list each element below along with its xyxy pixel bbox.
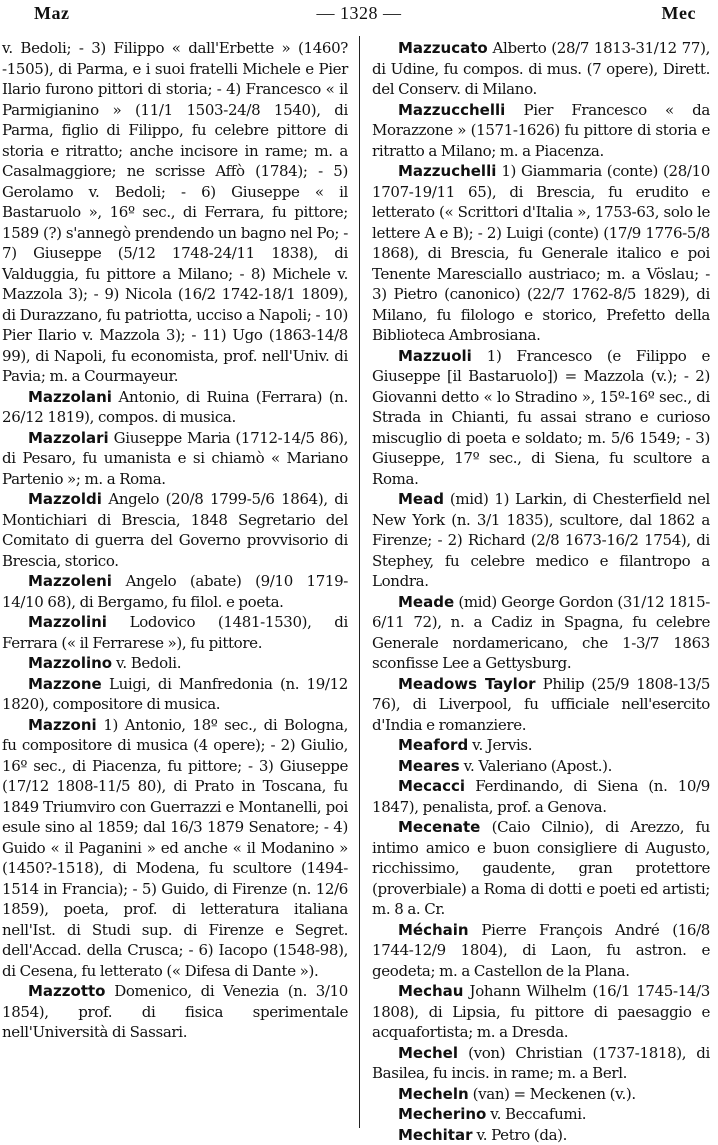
dictionary-entry	[372, 38, 710, 100]
dictionary-entry	[372, 1104, 710, 1125]
dictionary-entry	[2, 571, 348, 612]
dictionary-entry	[2, 38, 348, 387]
entry-text: (mid) 1) Larkin, di Chesterfield nel New York (n. 3/1 1835), scultore, dal 1862 a Firenze; - 2) Richard (2/8 1673-16/2 1754), di Stephey, fu celebre medico e filantropo a Londra.	[372, 490, 710, 590]
entry-text: 1) Francesco (e Filippo e Giuseppe [il Bastaruolo]) = Mazzola (v.); - 2) Giovanni detto « lo Stradino », 15º-16º sec., di Strada in Chianti, fu assai strano e curioso miscuglio di poeta e soldato; m. 5/6 1549; - 3) Giuseppe, 17º sec., di Siena, fu scultore a Roma.	[372, 347, 710, 488]
dictionary-entry	[372, 592, 710, 674]
entry-headword: Mecacci	[398, 777, 465, 795]
entry-text: Ferdinando, di Siena (n. 10/9 1847), penalista, prof. a Genova.	[372, 777, 710, 816]
dictionary-entry	[372, 920, 710, 982]
entry-text: Antonio, di Ruina (Ferrara) (n. 26/12 1819), compos. di musica.	[2, 388, 348, 427]
entry-text: 1) Antonio, 18º sec., di Bologna, fu compositore di musica (4 opere); - 2) Giulio, 16º sec., di Piacenza, fu pittore; - 3) Giuseppe (17/12 1808-11/5 80), di Prato in Toscana, fu 1849 Triumviro con Guerrazzi e Montanelli, poi esule sino al 1859; dal 16/3 1879 Senatore; - 4) Guido « il Paganini » ed anche « il Modanino » (1450?-1518), di Modena, fu scultore (1494-1514 in Francia); - 5) Guido, di Firenze (n. 12/6 1859), poeta, prof. di letteratura italiana nell'Ist. di Studi sup. di Firenze e Segret. dell'Accad. della Crusca; - 6) Iacopo (1548-98), di Cesena, fu letterato (« Difesa di Dante »).	[2, 716, 348, 980]
entry-headword: Mazzone	[28, 675, 102, 693]
entry-headword: Mazzuchelli	[398, 162, 496, 180]
entry-text: Giuseppe Maria (1712-14/5 86), di Pesaro, fu umanista e si chiamò « Mariano Partenio »; m. a Roma.	[2, 429, 348, 488]
entry-text: v. Beccafumi.	[490, 1105, 586, 1123]
entry-text: Angelo (abate) (9/10 1719-14/10 68), di Bergamo, fu filol. e poeta.	[2, 572, 348, 611]
dictionary-entry	[372, 981, 710, 1043]
dictionary-entry	[372, 346, 710, 490]
dictionary-entry	[372, 1043, 710, 1084]
dictionary-entry	[2, 489, 348, 571]
dictionary-entry	[372, 1084, 710, 1105]
entry-headword: Mecenate	[398, 818, 480, 836]
entry-headword: Mecheln	[398, 1085, 469, 1103]
entry-headword: Meade	[398, 593, 454, 611]
entry-headword: Mazzolini	[28, 613, 107, 631]
entry-text: v. Jervis.	[472, 736, 532, 754]
entry-text: Johann Wilhelm (16/1 1745-14/3 1808), di Lipsia, fu pittore di paesaggio e acquafortista; m. a Dresda.	[372, 982, 710, 1041]
entry-text: Pier Francesco « da Morazzone » (1571-1626) fu pittore di storia e ritratto a Milano; m. a Piacenza.	[372, 101, 710, 160]
page-header	[0, 0, 718, 26]
entry-headword: Méchain	[398, 921, 469, 939]
entry-text: v. Bedoli; - 3) Filippo « dall'Erbette » (1460?-1505), di Parma, e i suoi fratelli Michele e Pier Ilario furono pittori di storia; - 4) Francesco « il Parmigianino » (11/1 1503-24/8 1540), di Parma, figlio di Filippo, fu celebre pittore di storia e ritratto; anche incisore in rame; m. a Casalmaggiore; ne scrisse Affò (1784); - 5) Gerolamo v. Bedoli; - 6) Giuseppe « il Bastaruolo », 16º sec., di Ferrara, fu pittore; 1589 (?) s'annegò prendendo un bagno nel Po; - 7) Giuseppe (5/12 1748-24/11 1838), di Valduggia, fu pittore a Milano; - 8) Michele v. Mazzola 3); - 9) Nicola (16/2 1742-18/1 1809), di Durazzano, fu patriotta, ucciso a Napoli; - 10) Pier Ilario v. Mazzola 3); - 11) Ugo (1863-14/8 99), di Napoli, fu economista, prof. nell'Univ. di Pavia; m. a Courmayeur.	[2, 39, 348, 385]
entry-headword: Mazzoni	[28, 716, 97, 734]
entry-headword: Mazzolani	[28, 388, 112, 406]
dictionary-entry	[2, 653, 348, 674]
dictionary-entry	[372, 817, 710, 920]
dictionary-entry	[372, 100, 710, 162]
entry-headword: Mazzoldi	[28, 490, 102, 508]
dictionary-entry	[372, 161, 710, 346]
entry-text: 1) Giammaria (conte) (28/10 1707-19/11 65), di Brescia, fu erudito e letterato (« Scrittori d'Italia », 1753-63, solo le lettere A e B); - 2) Luigi (conte) (17/9 1776-5/8 1868), di Brescia, fu Generale italico e poi Tenente Maresciallo austriaco; m. a Vöslau; - 3) Pietro (canonico) (22/7 1762-8/5 1829), di Milano, fu filologo e storico, Prefetto della Biblioteca Ambrosiana.	[372, 162, 710, 344]
dictionary-entry	[2, 715, 348, 982]
dictionary-entry	[2, 428, 348, 490]
dictionary-entry	[2, 387, 348, 428]
dictionary-entry	[372, 756, 710, 777]
entry-headword: Mechau	[398, 982, 463, 1000]
column-divider	[359, 36, 360, 1128]
entry-text: (von) Christian (1737-1818), di Basilea, fu incis. in rame; m. a Berl.	[372, 1044, 710, 1083]
page-number: — 1328 —	[0, 3, 718, 24]
dictionary-entry	[372, 489, 710, 592]
entry-headword: Mazzolari	[28, 429, 109, 447]
entry-headword: Mechel	[398, 1044, 458, 1062]
entry-headword: Mazzoleni	[28, 572, 112, 590]
dictionary-entry	[372, 735, 710, 756]
dictionary-entry	[2, 981, 348, 1043]
entry-headword: Mazzotto	[28, 982, 105, 1000]
entry-headword: Mead	[398, 490, 444, 508]
entry-headword: Meaford	[398, 736, 468, 754]
entry-text: Luigi, di Manfredonia (n. 19/12 1820), compositore di musica.	[2, 675, 348, 714]
entry-text: v. Valeriano (Apost.).	[464, 757, 612, 775]
entry-text: (mid) George Gordon (31/12 1815-6/11 72), n. a Cadiz in Spagna, fu celebre Generale nordamericano, che 1-3/7 1863 sconfisse Lee a Gettysburg.	[372, 593, 710, 673]
dictionary-entry	[2, 674, 348, 715]
entry-headword: Mechitar	[398, 1126, 473, 1144]
entry-headword: Meadows Taylor	[398, 675, 536, 693]
entry-text: v. Petro (da).	[476, 1126, 567, 1144]
entry-headword: Mazzuoli	[398, 347, 472, 365]
entry-text: Domenico, di Venezia (n. 3/10 1854), prof. di fisica sperimentale nell'Università di Sassari.	[2, 982, 348, 1041]
entry-text: Alberto (28/7 1813-31/12 77), di Udine, fu compos. di mus. (7 opere), Dirett. del Conserv. di Milano.	[372, 39, 710, 98]
entry-text: Pierre François André (16/8 1744-12/9 1804), di Laon, fu astron. e geodeta; m. a Castellon de la Plana.	[372, 921, 710, 980]
header-right-guideword: Mec	[662, 3, 696, 24]
right-column	[372, 38, 710, 1126]
entry-headword: Mazzolino	[28, 654, 112, 672]
header-left-guideword: Maz	[34, 3, 69, 24]
entry-text: Philip (25/9 1808-13/5 76), di Liverpool, fu ufficiale nell'esercito d'India e romanziere.	[372, 675, 710, 734]
entry-text: (van) = Meckenen (v.).	[473, 1085, 636, 1103]
entry-text: (Caio Cilnio), di Arezzo, fu intimo amico e buon consigliere di Augusto, ricchissimo, gaudente, gran protettore (proverbiale) a Roma di dotti e poeti ed artisti; m. 8 a. Cr.	[372, 818, 710, 918]
entry-headword: Mecherino	[398, 1105, 486, 1123]
dictionary-entry	[372, 776, 710, 817]
dictionary-entry	[2, 612, 348, 653]
dictionary-entry	[372, 674, 710, 736]
left-column	[2, 38, 348, 1126]
entry-headword: Meares	[398, 757, 460, 775]
entry-headword: Mazzucchelli	[398, 101, 505, 119]
entry-text: Lodovico (1481-1530), di Ferrara (« il Ferrarese »), fu pittore.	[2, 613, 348, 652]
dictionary-entry	[372, 1125, 710, 1145]
entry-headword: Mazzucato	[398, 39, 488, 57]
entry-text: Angelo (20/8 1799-5/6 1864), di Montichiari di Brescia, 1848 Segretario del Comitato di guerra del Governo provvisorio di Brescia, storico.	[2, 490, 348, 570]
entry-text: v. Bedoli.	[116, 654, 181, 672]
